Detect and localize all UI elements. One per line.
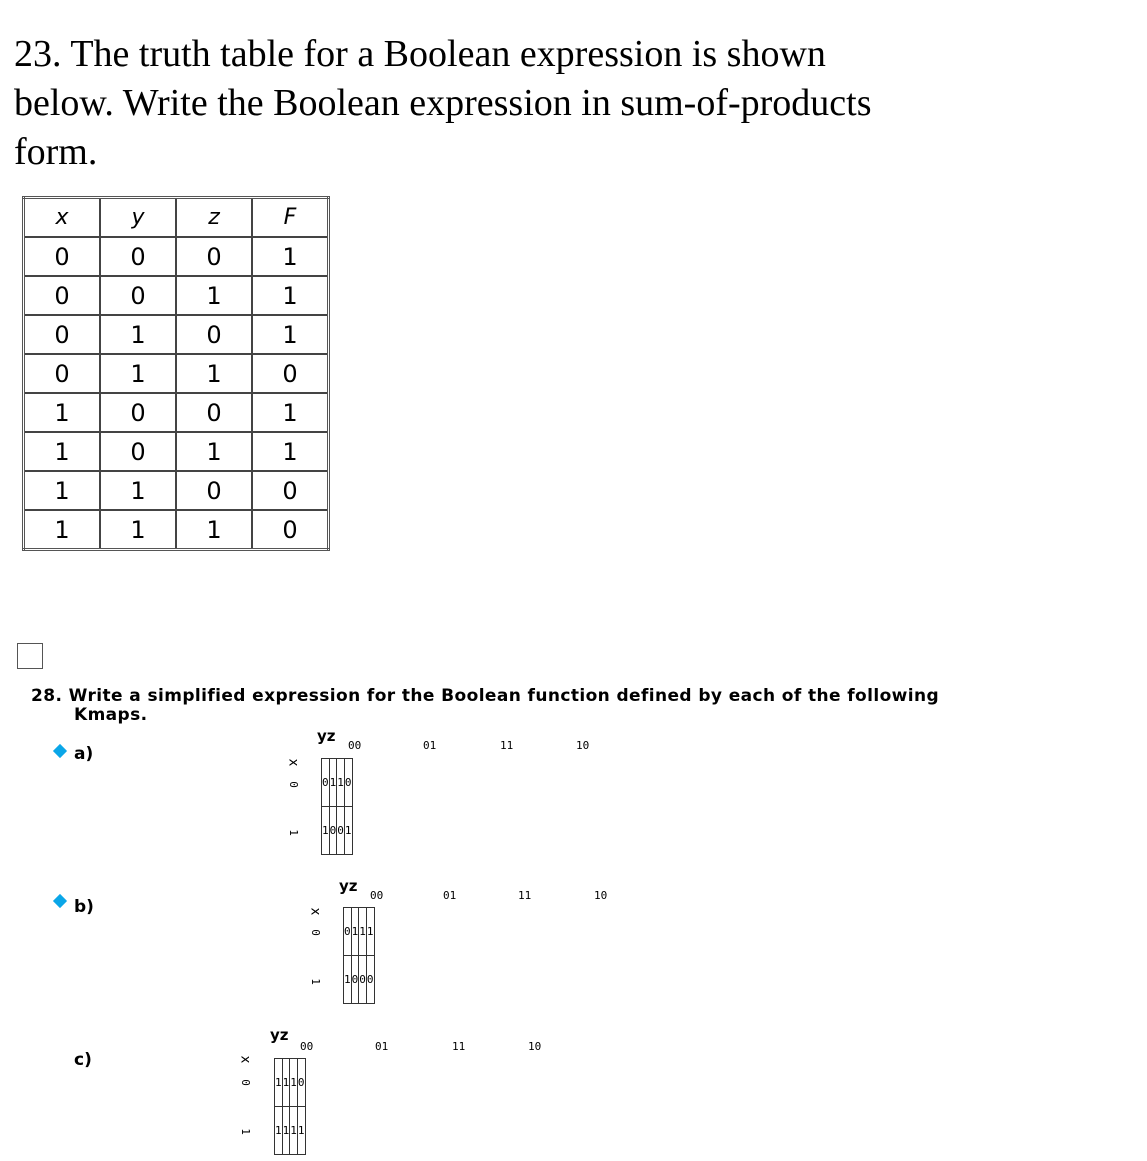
cell: 1 <box>176 354 252 393</box>
header-x: x <box>24 198 101 238</box>
cell: 1 <box>100 354 176 393</box>
kmap-row <box>344 908 375 956</box>
cell: 1 <box>100 510 176 550</box>
kmap-var-yz: yz <box>317 727 336 745</box>
truth-table <box>22 196 330 551</box>
kmap-cell: 0 <box>359 956 367 1004</box>
cell: 1 <box>252 276 329 315</box>
kmap-cell: 1 <box>351 908 359 956</box>
cell: 1 <box>252 237 329 276</box>
cell: 0 <box>24 354 101 393</box>
cell: 1 <box>100 315 176 354</box>
part-c-label: c) <box>74 1050 92 1070</box>
row-label: 1 <box>238 1128 252 1135</box>
cell: 1 <box>176 432 252 471</box>
kmap-var-x: x <box>307 907 323 916</box>
cell: 0 <box>100 393 176 432</box>
kmap-cell: 1 <box>275 1107 283 1155</box>
question-23-line-1: 23. The truth table for a Boolean expression is shown <box>14 33 826 75</box>
cell: 0 <box>100 432 176 471</box>
cell: 0 <box>252 510 329 550</box>
col-label: 01 <box>375 1040 389 1053</box>
cell: 1 <box>24 432 101 471</box>
col-label: 00 <box>370 889 384 902</box>
cell: 0 <box>24 237 101 276</box>
cell: 1 <box>100 471 176 510</box>
kmap-cell: 1 <box>282 1107 290 1155</box>
col-label: 00 <box>348 739 362 752</box>
row-label: 0 <box>286 781 300 788</box>
kmap-cell: 0 <box>344 908 352 956</box>
col-label: 10 <box>528 1040 542 1053</box>
kmap-cell: 1 <box>329 759 337 807</box>
kmap-row <box>322 807 353 855</box>
kmap-grid <box>321 758 353 855</box>
question-28-line-2: Kmaps. <box>74 705 148 725</box>
table-row <box>24 432 329 471</box>
table-row <box>24 393 329 432</box>
kmap-var-yz: yz <box>270 1026 289 1044</box>
table-row <box>24 354 329 393</box>
cell: 0 <box>24 315 101 354</box>
kmap-cell: 0 <box>297 1059 305 1107</box>
kmap-cell: 0 <box>366 956 374 1004</box>
kmap-cell: 1 <box>297 1107 305 1155</box>
cell: 0 <box>176 315 252 354</box>
cell: 1 <box>176 510 252 550</box>
question-28-line-1: 28. Write a simplified expression for the Boolean function defined by each of the following <box>31 686 940 706</box>
col-label: 11 <box>500 739 514 752</box>
kmap-var-x: x <box>285 758 301 767</box>
answer-checkbox[interactable] <box>17 643 43 669</box>
cell: 1 <box>24 471 101 510</box>
part-a-label: a) <box>74 744 94 764</box>
kmap-cell: 0 <box>344 759 352 807</box>
cell: 0 <box>176 393 252 432</box>
cell: 1 <box>176 276 252 315</box>
kmap-row <box>275 1059 306 1107</box>
diamond-bullet-icon <box>53 894 67 908</box>
kmap-cell: 1 <box>344 956 352 1004</box>
kmap-grid <box>274 1058 306 1155</box>
col-label: 11 <box>518 889 532 902</box>
diamond-bullet-icon <box>53 744 67 758</box>
kmap-cell: 1 <box>275 1059 283 1107</box>
kmap-cell: 1 <box>282 1059 290 1107</box>
cell: 0 <box>100 237 176 276</box>
kmap-cell: 0 <box>329 807 337 855</box>
question-23-text <box>14 30 1114 177</box>
cell: 0 <box>100 276 176 315</box>
kmap-var-yz: yz <box>339 877 358 895</box>
cell: 1 <box>24 393 101 432</box>
kmap-cell: 1 <box>290 1059 298 1107</box>
kmap-cell: 1 <box>359 908 367 956</box>
cell: 1 <box>252 315 329 354</box>
cell: 0 <box>252 354 329 393</box>
kmap-row <box>275 1107 306 1155</box>
kmap-cell: 0 <box>322 759 330 807</box>
row-label: 0 <box>238 1079 252 1086</box>
question-23-line-2: below. Write the Boolean expression in sum-of-products <box>14 82 872 124</box>
kmap-cell: 0 <box>337 807 345 855</box>
question-28-text <box>31 687 1131 725</box>
col-label: 11 <box>452 1040 466 1053</box>
part-b-label: b) <box>74 897 94 917</box>
kmap-grid <box>343 907 375 1004</box>
kmap-cell: 1 <box>337 759 345 807</box>
kmap-cell: 1 <box>344 807 352 855</box>
kmap-cell: 1 <box>290 1107 298 1155</box>
cell: 0 <box>252 471 329 510</box>
kmap-cell: 1 <box>322 807 330 855</box>
col-label: 01 <box>443 889 457 902</box>
kmap-var-x: x <box>237 1055 253 1064</box>
col-label: 10 <box>576 739 590 752</box>
col-label: 10 <box>594 889 608 902</box>
question-23-line-3: form. <box>14 131 98 173</box>
header-y: y <box>100 198 176 238</box>
truth-table-header-row <box>24 198 329 238</box>
cell: 1 <box>252 393 329 432</box>
row-label: 1 <box>286 829 300 836</box>
table-row <box>24 471 329 510</box>
cell: 0 <box>24 276 101 315</box>
cell: 0 <box>176 237 252 276</box>
table-row <box>24 276 329 315</box>
col-label: 00 <box>300 1040 314 1053</box>
cell: 1 <box>252 432 329 471</box>
table-row <box>24 315 329 354</box>
row-label: 0 <box>308 929 322 936</box>
row-label: 1 <box>308 978 322 985</box>
cell: 1 <box>24 510 101 550</box>
kmap-row <box>344 956 375 1004</box>
kmap-row <box>322 759 353 807</box>
table-row <box>24 237 329 276</box>
header-z: z <box>176 198 252 238</box>
header-f: F <box>252 198 329 238</box>
kmap-cell: 0 <box>351 956 359 1004</box>
kmap-cell: 1 <box>366 908 374 956</box>
table-row <box>24 510 329 550</box>
cell: 0 <box>176 471 252 510</box>
col-label: 01 <box>423 739 437 752</box>
